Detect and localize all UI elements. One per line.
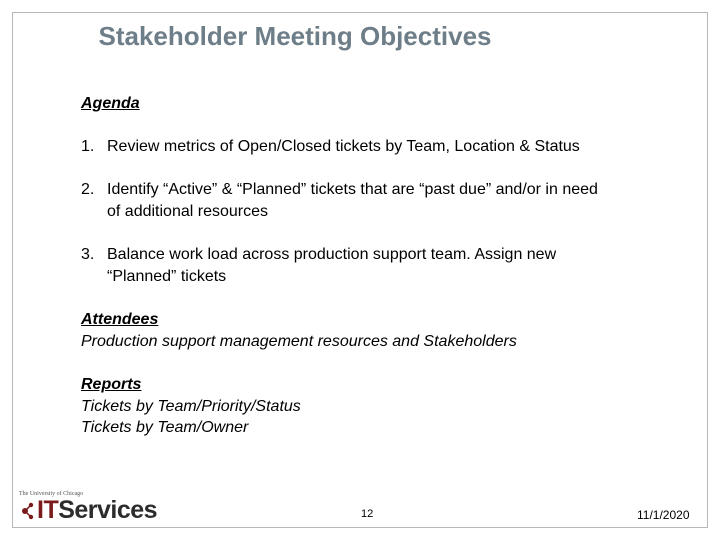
slide-title: Stakeholder Meeting Objectives <box>98 21 492 51</box>
attendees-text: Production support management resources and Stakeholders <box>81 332 517 350</box>
slide <box>12 12 708 528</box>
agenda-item-number: 3. <box>81 246 95 263</box>
agenda-heading: Agenda <box>81 95 140 112</box>
itservices-logo <box>17 489 187 523</box>
attendees-heading: Attendees <box>81 311 159 328</box>
agenda-item-line: Identify “Active” & “Planned” tickets that are “past due” and/or in need <box>107 181 598 198</box>
slide-content <box>81 93 681 439</box>
page-number: 12 <box>361 508 374 520</box>
report-line: Tickets by Team/Owner <box>81 419 249 436</box>
agenda-item-1 <box>81 136 681 158</box>
agenda-item-number: 2. <box>81 181 95 198</box>
agenda-item-number: 1. <box>81 137 95 155</box>
logo-services-text: Services <box>58 496 158 524</box>
report-line: Tickets by Team/Priority/Status <box>81 397 301 415</box>
logo-university-text: The University of Chicago <box>19 491 84 497</box>
agenda-item-2 <box>81 179 681 222</box>
agenda-item-line: Balance work load across production support team. Assign new <box>107 246 557 263</box>
agenda-item-line: of additional resources <box>107 202 268 220</box>
logo-it-text: IT <box>37 496 59 524</box>
reports-heading: Reports <box>81 376 142 393</box>
agenda-item-3 <box>81 244 681 287</box>
agenda-item-line: “Planned” tickets <box>107 267 227 285</box>
agenda-item-line: Review metrics of Open/Closed tickets by Team, Location & Status <box>107 137 580 155</box>
logo-wordmark <box>37 496 157 525</box>
slide-date: 11/1/2020 <box>637 508 690 522</box>
